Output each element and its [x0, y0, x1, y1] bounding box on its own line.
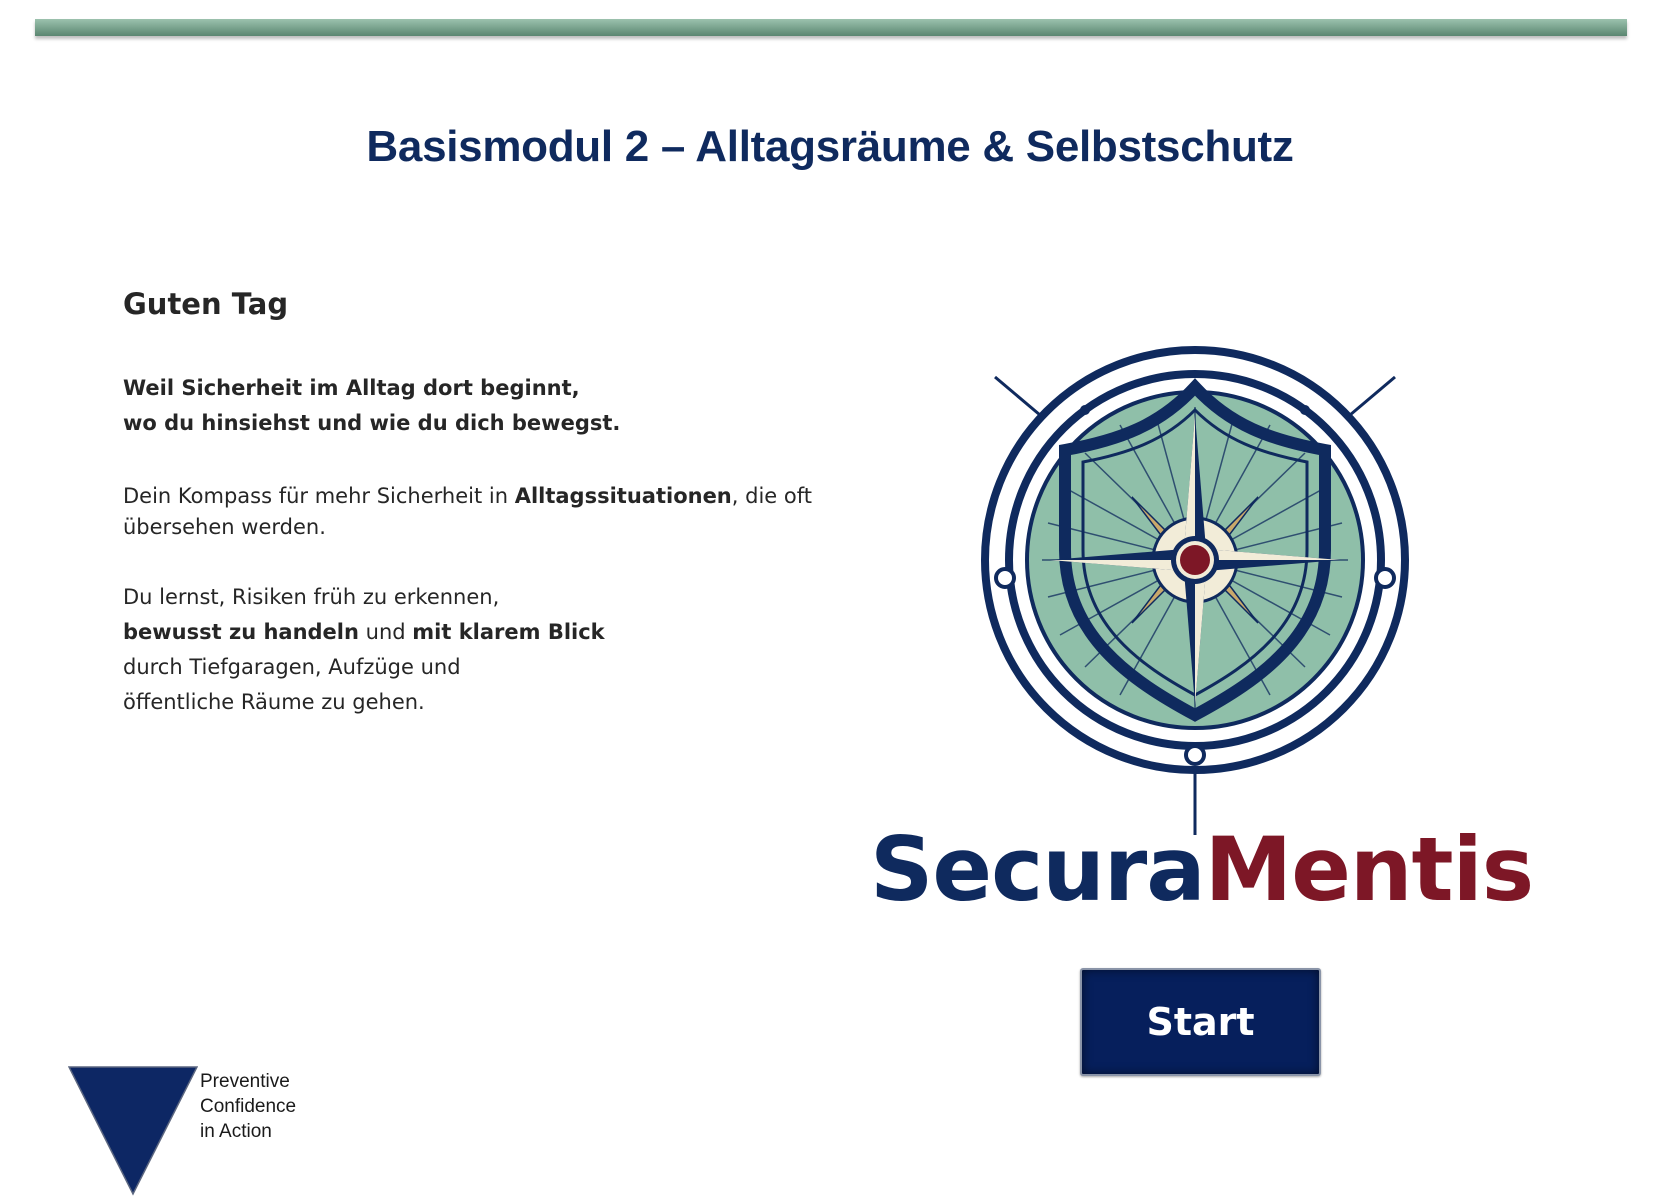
description-line-4: öffentliche Räume zu gehen.	[123, 690, 425, 714]
footer-logo-line-3: in Action	[200, 1121, 272, 1142]
description-paragraph	[123, 580, 605, 720]
description-bold-2: mit klarem Blick	[412, 620, 605, 644]
description-bold-1: bewusst zu handeln	[123, 620, 359, 644]
footer-logo-text	[200, 1069, 296, 1144]
greeting-heading: Guten Tag	[123, 287, 289, 321]
page-title: Basismodul 2 – Alltagsräume & Selbstschutz	[366, 122, 1294, 171]
description-line-3: durch Tiefgaragen, Aufzüge und	[123, 655, 461, 679]
intro-text-before: Dein Kompass für mehr Sicherheit in	[123, 484, 515, 508]
brand-part-secura: Secura	[870, 818, 1205, 921]
footer-logo-line-1: Preventive	[200, 1071, 290, 1092]
brand-wordmark	[870, 818, 1534, 921]
triangle-logo-icon	[68, 1066, 198, 1196]
description-mid: und	[358, 620, 413, 644]
brand-part-mentis: Mentis	[1204, 818, 1534, 921]
footer-logo-line-2: Confidence	[200, 1096, 297, 1117]
tagline-line-1: Weil Sicherheit im Alltag dort beginnt,	[123, 376, 580, 400]
tagline	[123, 371, 620, 441]
compass-shield-logo-icon	[950, 335, 1450, 845]
top-accent-bar	[35, 19, 1627, 36]
tagline-line-2: wo du hinsiehst und wie du dich bewegst.	[123, 411, 621, 435]
intro-text-bold: Alltagssituationen	[514, 484, 732, 508]
intro-text-after: , die oft übersehen werden.	[123, 484, 812, 539]
start-button[interactable]: Start	[1080, 968, 1321, 1076]
description-line-1: Du lernst, Risiken früh zu erkennen,	[123, 585, 500, 609]
intro-paragraph	[123, 481, 843, 543]
